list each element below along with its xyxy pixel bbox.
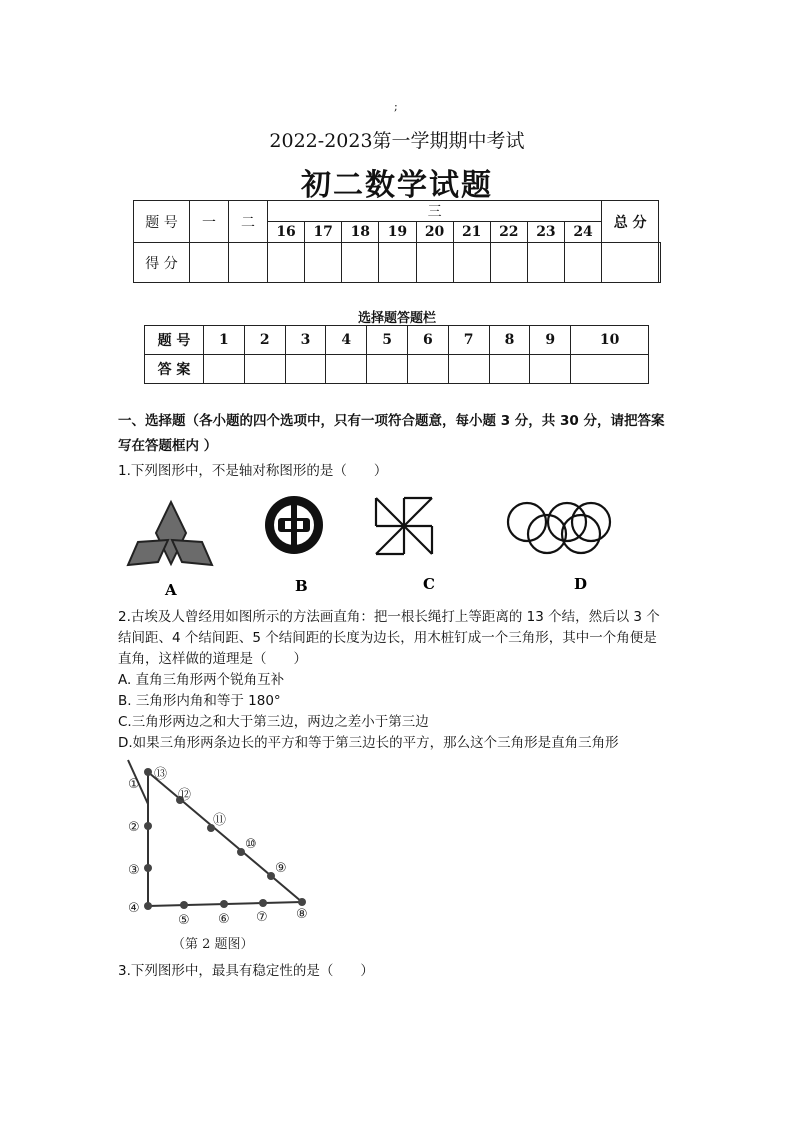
score-sub-number: 21 — [453, 222, 490, 243]
answer-number: 5 — [367, 326, 408, 355]
q2-figure-caption: （第 2 题图） — [172, 937, 254, 952]
q2-option-b: B. 三角形内角和等于 180° — [118, 693, 281, 709]
answer-number: 2 — [244, 326, 285, 355]
score-col-three: 三 — [268, 201, 602, 222]
knot-label-1: ① — [128, 777, 140, 792]
q1-text: 1.下列图形中，不是轴对称图形的是（ ） — [118, 463, 388, 479]
answer-number: 6 — [407, 326, 448, 355]
knot-label-10: ⑩ — [245, 837, 257, 852]
q2-line3: 直角，这样做的道理是（ ） — [118, 651, 307, 667]
q2-option-a: A. 直角三角形两个锐角互补 — [118, 672, 285, 688]
q1-figures — [120, 490, 640, 600]
knot-label-5: ⑤ — [178, 913, 190, 928]
score-cell[interactable] — [565, 243, 602, 283]
score-col-two: 二 — [229, 201, 268, 243]
answer-cell[interactable] — [285, 355, 326, 384]
score-cell[interactable] — [602, 243, 659, 283]
answer-cell[interactable] — [407, 355, 448, 384]
score-total-cell[interactable] — [659, 243, 661, 283]
figure-label-d: D — [574, 575, 588, 593]
figure-label-a: A — [165, 581, 177, 599]
answer-table-caption: 选择题答题栏 — [357, 311, 436, 326]
q2-block — [118, 607, 688, 754]
figure-label-c: C — [423, 575, 435, 593]
score-sub-number: 16 — [268, 222, 305, 243]
answer-cell[interactable] — [448, 355, 489, 384]
knot-label-2: ② — [128, 820, 140, 835]
q2-line2: 结间距、4 个结间距、5 个结间距的长度为边长，用木桩钉成一个三角形，其中一个角便是 — [118, 630, 657, 646]
knot-label-7: ⑦ — [256, 910, 268, 925]
score-cell[interactable] — [229, 243, 268, 283]
score-col-one: 一 — [190, 201, 229, 243]
score-row-label: 题 号 — [134, 201, 190, 243]
q2-option-d: D.如果三角形两条边长的平方和等于第三边长的平方，那么这个三角形是直角三角形 — [118, 735, 619, 751]
answer-row-label: 题 号 — [145, 326, 204, 355]
answer-cell[interactable] — [489, 355, 530, 384]
q2-line1: 2.古埃及人曾经用如图所示的方法画直角：把一根长绳打上等距离的 13 个结，然后以 3 个 — [118, 609, 660, 625]
score-cell[interactable] — [490, 243, 527, 283]
score-cell[interactable] — [527, 243, 564, 283]
exam-title: 2022-2023第一学期期中考试 — [269, 130, 525, 152]
q3-text: 3.下列图形中，最具有稳定性的是（ ） — [118, 963, 374, 979]
answer-cell[interactable] — [244, 355, 285, 384]
knot-label-6: ⑥ — [218, 912, 230, 927]
score-sub-number: 18 — [342, 222, 379, 243]
section1-heading-line1: 一、选择题（各小题的四个选项中，只有一项符合题意，每小题 3 分，共 30 分，请把答案 — [118, 413, 665, 429]
score-cell[interactable] — [305, 243, 342, 283]
knot-label-12: ⑫ — [178, 788, 192, 803]
answer-table — [144, 325, 649, 384]
subject-title: 初二数学试题 — [301, 168, 493, 203]
score-sub-number: 19 — [379, 222, 416, 243]
knot-label-11: ⑪ — [213, 813, 227, 828]
answer-number: 8 — [489, 326, 530, 355]
score-sub-number: 24 — [565, 222, 602, 243]
answer-cell[interactable] — [530, 355, 571, 384]
answer-number: 7 — [448, 326, 489, 355]
score-cell[interactable] — [268, 243, 305, 283]
answer-cell[interactable] — [367, 355, 408, 384]
knot-label-13: ⑬ — [154, 767, 168, 782]
answer-cell[interactable] — [326, 355, 367, 384]
knot-label-4: ④ — [128, 901, 140, 916]
figure-b-coin — [265, 496, 323, 554]
answer-number: 1 — [204, 326, 245, 355]
answer-number: 4 — [326, 326, 367, 355]
answer-number: 3 — [285, 326, 326, 355]
score-cell[interactable] — [416, 243, 453, 283]
q2-option-c: C.三角形两边之和大于第三边，两边之差小于第三边 — [118, 714, 429, 730]
score-table — [133, 200, 661, 283]
figure-label-b: B — [295, 577, 308, 595]
score-total-label: 总 分 — [602, 201, 659, 243]
figure-c-pinwheel — [376, 498, 432, 554]
answer-number: 10 — [571, 326, 649, 355]
score-sub-number: 23 — [527, 222, 564, 243]
score-cell[interactable] — [379, 243, 416, 283]
page-mark: ; — [394, 100, 398, 113]
score-cell[interactable] — [190, 243, 229, 283]
score-cell[interactable] — [342, 243, 379, 283]
score-cell[interactable] — [453, 243, 490, 283]
section1-heading-line2: 写在答题框内 ） — [118, 438, 218, 454]
answer-row2-label: 答 案 — [145, 355, 204, 384]
q2-knot-triangle-figure — [120, 758, 320, 958]
score-sub-number: 20 — [416, 222, 453, 243]
score-sub-number: 22 — [490, 222, 527, 243]
answer-cell[interactable] — [571, 355, 649, 384]
figure-a-diamonds — [128, 502, 212, 565]
score-sub-number: 17 — [305, 222, 342, 243]
knot-label-9: ⑨ — [275, 861, 287, 876]
answer-number: 9 — [530, 326, 571, 355]
section1-heading — [118, 411, 688, 457]
knot-label-8: ⑧ — [296, 907, 308, 922]
knot-label-3: ③ — [128, 863, 140, 878]
answer-cell[interactable] — [204, 355, 245, 384]
figure-d-rings — [508, 503, 610, 553]
score-row2-label: 得 分 — [134, 243, 190, 283]
